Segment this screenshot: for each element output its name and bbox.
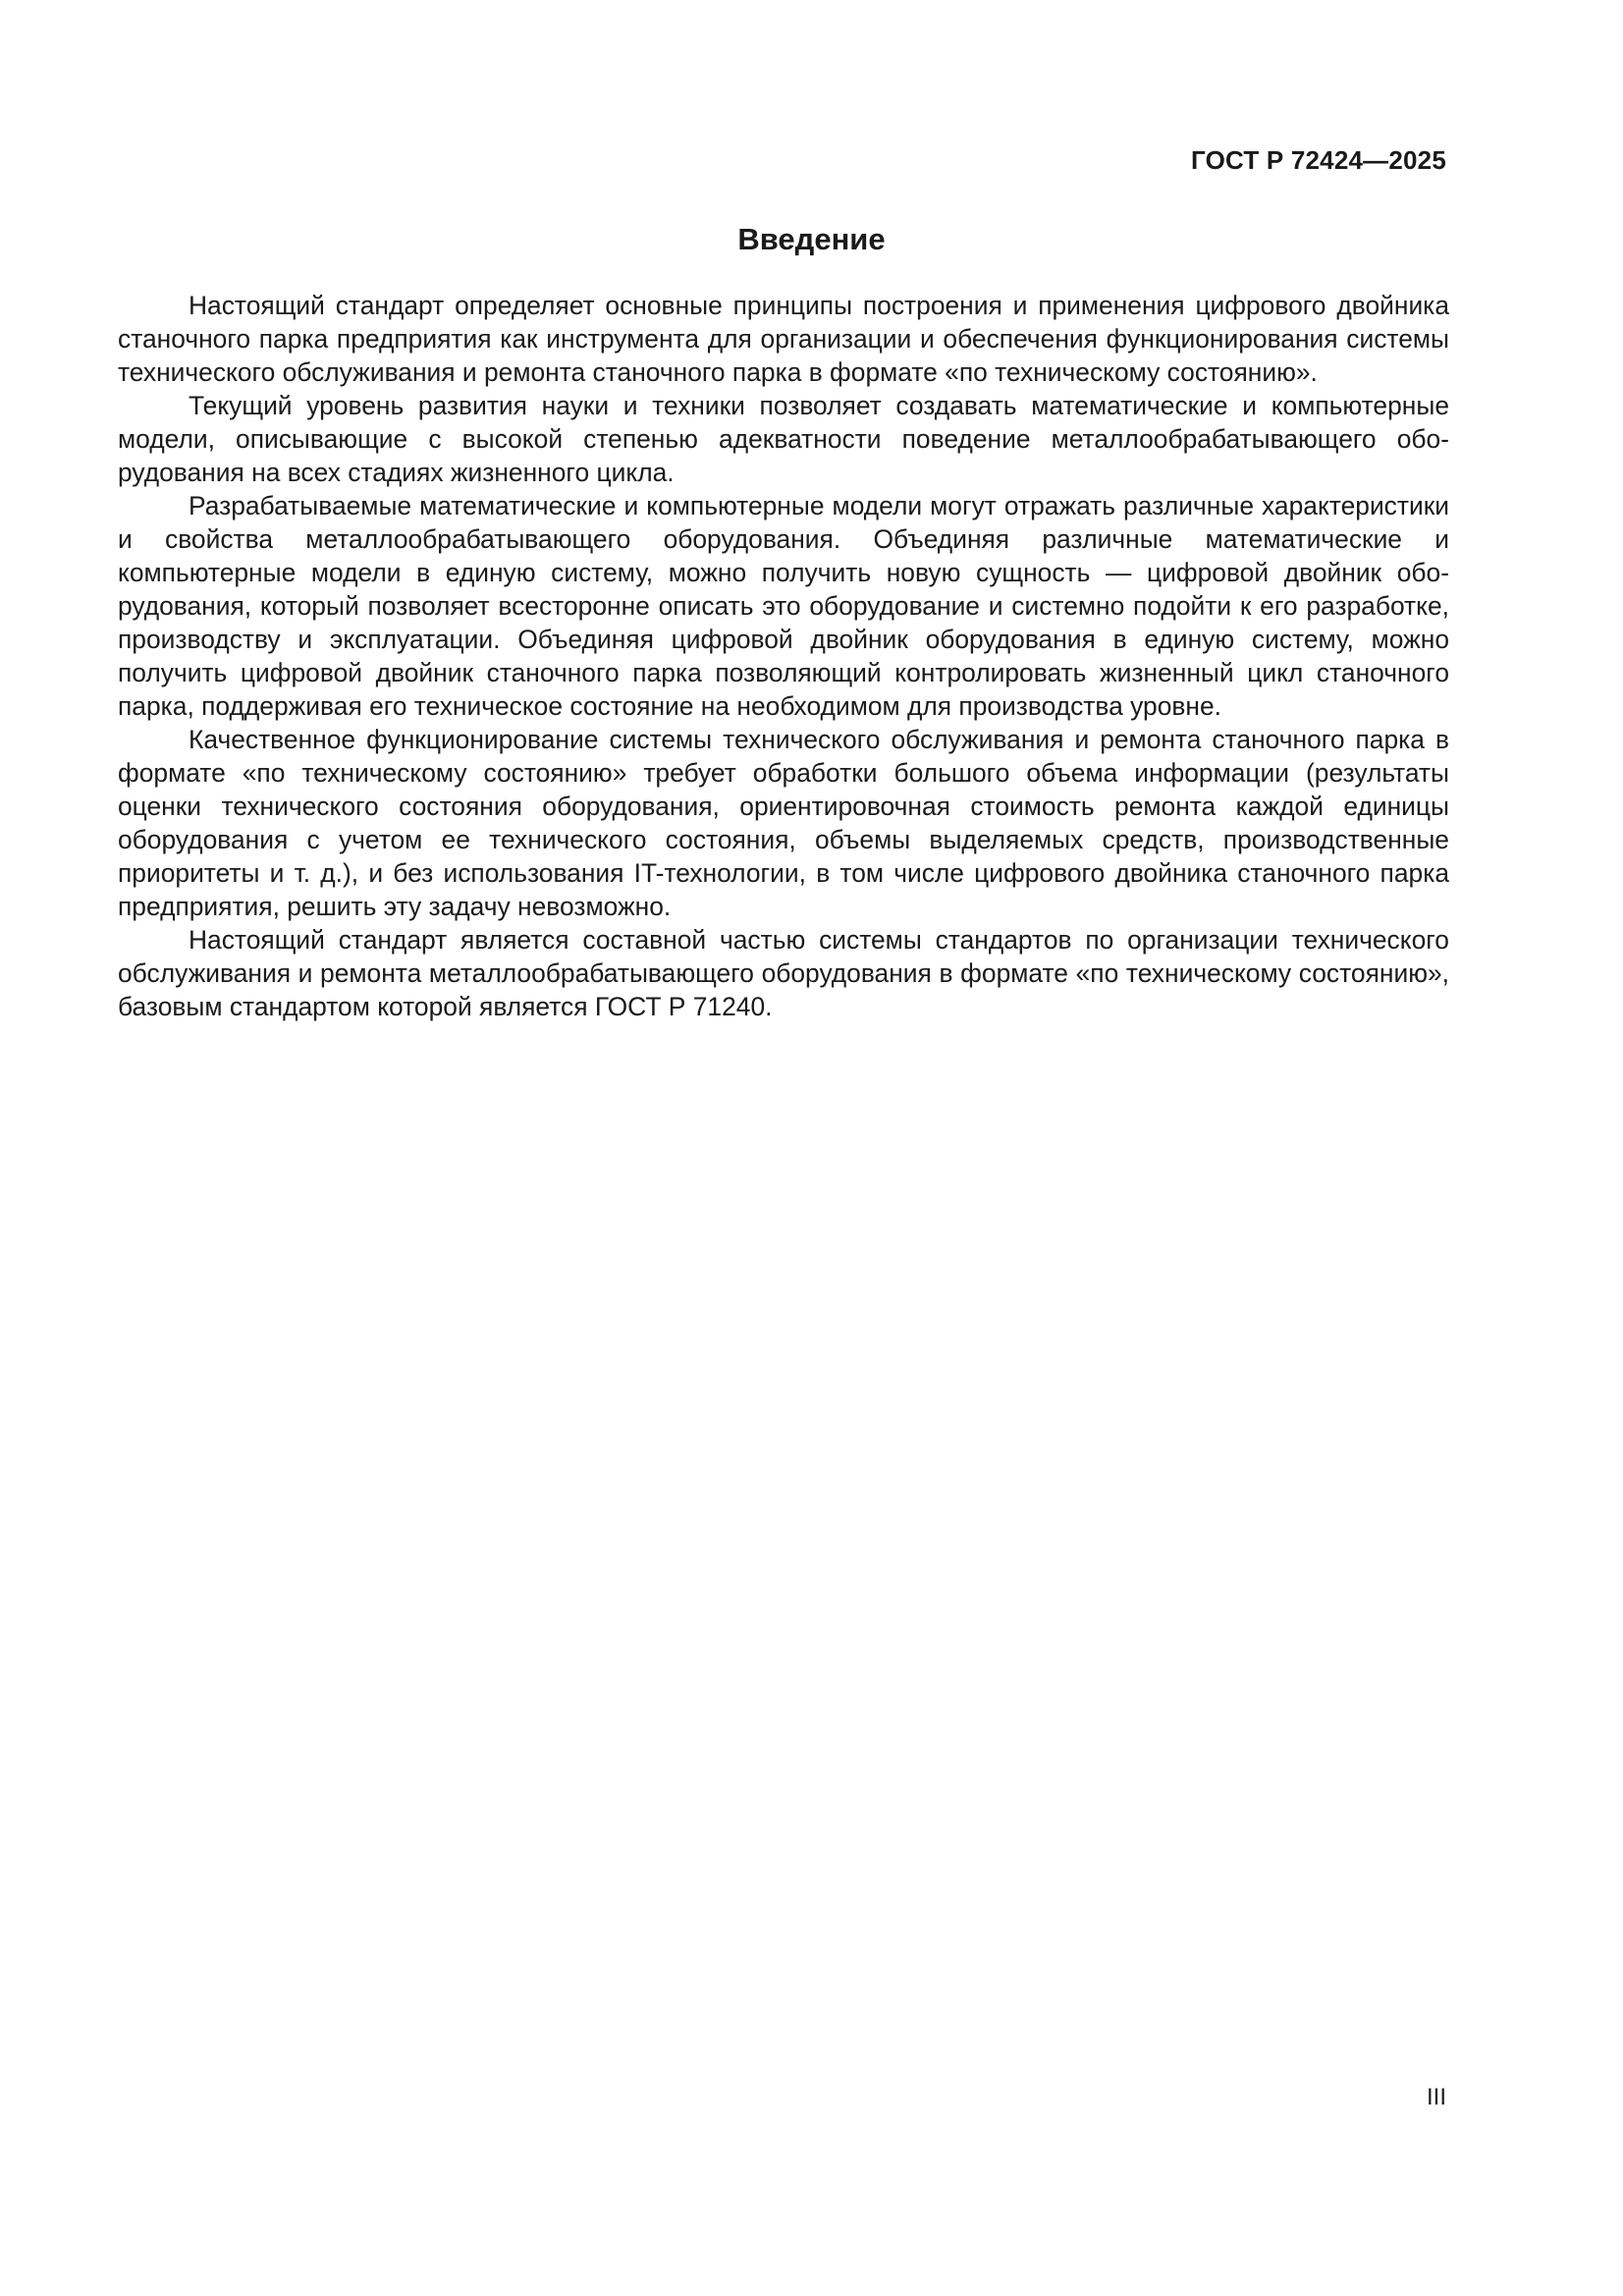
paragraph: Настоящий стандарт является составной частью системы стандартов по организации технического обслуживания и ремонта металлообрабатывающего оборудования в формате «по техническому состоянию», базовым стандартом которой является ГОСТ Р 71240.: [118, 925, 1449, 1021]
paragraph: Качественное функционирование системы технического обслуживания и ремонта станочного парка в формате «по техническому состоянию» требует обработки большого объема информации (результаты оценки технического состояния оборудования, ориентировочная стоимость ремонта каждой единицы оборудования с учетом ее технического состояния, объемы выделяемых средств, производственные приоритеты и т. д.), и без использования IT-технологии, в том числе цифрового двойника станочного парка предприятия, решить эту задачу невозможно.: [118, 725, 1449, 921]
paragraph: Настоящий стандарт определяет основные принципы построения и применения цифрового двойника станочного парка предприятия как инструмента для организации и обеспечения функционирования системы технического обслуживания и ремонта станочного парка в формате «по техническому состоянию».: [118, 291, 1449, 387]
section-title: Введение: [737, 222, 886, 256]
paragraph: Текущий уровень развития науки и техники позволяет создавать математические и компьютерные модели, описывающие с высокой степенью адекватности поведение металлообрабатывающего оборудования на всех стадиях жизненного цикла.: [118, 391, 1449, 487]
page-number: III: [1426, 2084, 1446, 2110]
body-text: [118, 289, 1449, 1023]
paragraph: Разрабатываемые математические и компьютерные модели могут отражать различные характеристики и свойства металлообрабатывающего оборудования. Объединяя различные математические и компьютерные модели в единую систему, можно получить новую сущность — цифровой двойник оборудования, который позволяет всесторонне описать это оборудование и системно подойти к его разработке, производству и эксплуатации. Объединяя цифровой двойник оборудования в единую систему, можно получить цифровой двойник станочного парка позволяющий контролировать жизненный цикл станочного парка, поддерживая его техническое состояние на необходимом для производства уровне.: [118, 491, 1449, 721]
document-number: ГОСТ Р 72424—2025: [1191, 145, 1446, 175]
